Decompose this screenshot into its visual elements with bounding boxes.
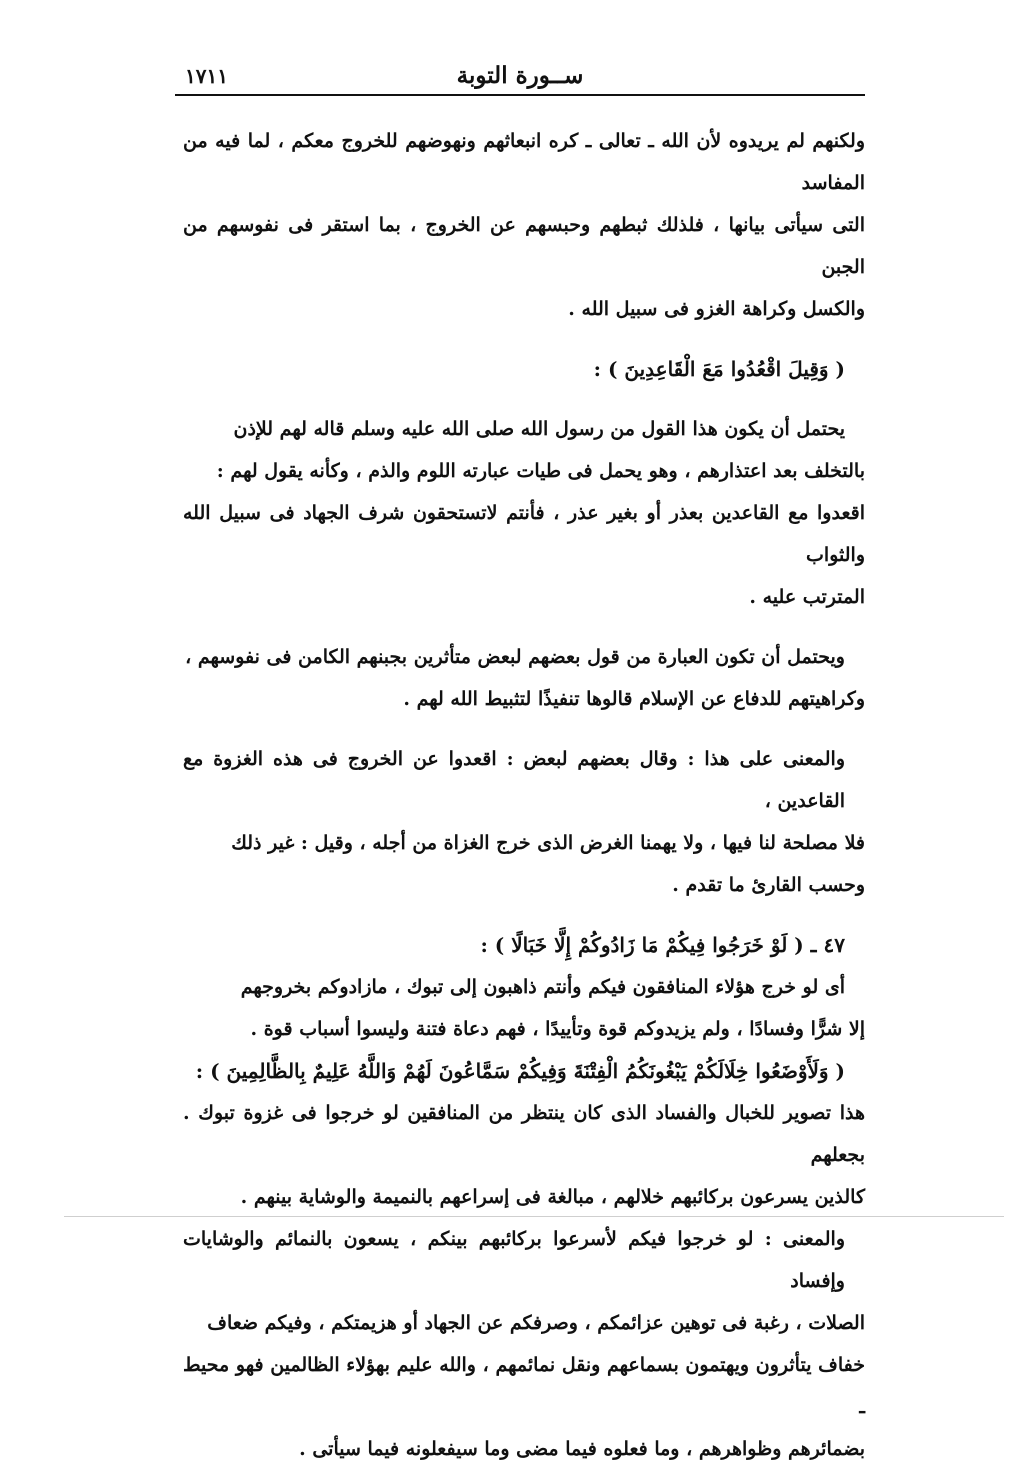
text-line: والكسل وكراهة الغزو فى سبيل الله . <box>568 298 865 320</box>
verse-line: ٤٧ ـ ( لَوْ خَرَجُوا فِيكُمْ مَا زَادُوكُمْ إِلَّا خَبَالًا ) : <box>480 933 845 957</box>
text-line: فلا مصلحة لنا فيها ، ولا يهمنا الغرض الذى خرج الغزاة من أجله ، وقيل : غير ذلك <box>231 832 865 854</box>
running-header <box>175 62 865 96</box>
text-line: المترتب عليه . <box>749 586 865 608</box>
text-line: التى سيأتى بيانها ، فلذلك ثبطهم وحبسهم عن الخروج ، بما استقر فى نفوسهم من الجبن <box>183 214 865 278</box>
book-page <box>175 62 865 1460</box>
text-line: بالتخلف بعد اعتذارهم ، وهو يحمل فى طيات عبارته اللوم والذم ، وكأنه يقول لهم : <box>216 460 865 482</box>
paragraph <box>183 1218 865 1470</box>
paragraph <box>183 120 865 330</box>
text-line: وحسب القارئ ما تقدم . <box>672 874 865 896</box>
page-body <box>183 120 865 1470</box>
page-number: ١٧١١ <box>185 64 228 88</box>
text-line: بضمائرهم وظواهرهم ، وما فعلوه فيما مضى وما سيفعلونه فيما سيأتى . <box>299 1438 865 1460</box>
surah-title: ســورة التوبة <box>456 62 584 89</box>
text-line: والمعنى : لو خرجوا فيكم لأسرعوا بركائبهم بينكم ، يسعون بالنمائم والوشايات وإفساد <box>183 1228 845 1292</box>
quran-verse <box>183 348 865 390</box>
paragraph <box>183 1050 865 1218</box>
paragraph <box>183 738 865 906</box>
text-line: الصلات ، رغبة فى توهين عزائمكم ، وصرفكم عن الجهاد أو هزيمتكم ، وفيكم ضعاف <box>207 1312 865 1334</box>
text-line: ويحتمل أن تكون العبارة من قول بعضهم لبعض متأثرين بجبنهم الكامن فى نفوسهم ، <box>185 646 845 668</box>
paragraph <box>183 636 865 720</box>
text-line: إلا شرًّا وفسادًا ، ولم يزيدوكم قوة وتأييدًا ، فهم دعاة فتنة وليسوا أسباب قوة . <box>250 1018 865 1040</box>
text-line: هذا تصوير للخبال والفساد الذى كان ينتظر من المنافقين لو خرجوا فى غزوة تبوك . بجعلهم <box>183 1102 865 1166</box>
text-line: أى لو خرج هؤلاء المنافقون فيكم وأنتم ذاهبون إلى تبوك ، مازادوكم بخروجهم <box>240 976 845 998</box>
paragraph <box>183 966 865 1050</box>
scan-bottom-edge <box>64 1216 1004 1217</box>
verse-line: ( وَقِيلَ اقْعُدُوا مَعَ الْقَاعِدِينَ ) : <box>593 357 845 381</box>
text-line: يحتمل أن يكون هذا القول من رسول الله صلى الله عليه وسلم قاله لهم للإذن <box>233 418 845 440</box>
verse-line: ( وَلَأَوْضَعُوا خِلَالَكُمْ يَبْغُونَكُمُ الْفِتْنَةَ وَفِيكُمْ سَمَّاعُونَ لَهُمْ وَاللَّهُ عَلِيمٌ بِالظَّالِمِينَ ) : <box>195 1059 845 1083</box>
text-line: كالذين يسرعون بركائبهم خلالهم ، مبالغة فى إسراعهم بالنميمة والوشاية بينهم . <box>240 1186 865 1208</box>
text-line: ولكنهم لم يريدوه لأن الله ـ تعالى ـ كره انبعاثهم ونهوضهم للخروج معكم ، لما فيه من المفاسد <box>183 130 865 194</box>
text-line: والمعنى على هذا : وقال بعضهم لبعض : اقعدوا عن الخروج فى هذه الغزوة مع القاعدين ، <box>183 748 845 812</box>
paragraph <box>183 408 865 618</box>
text-line: وكراهيتهم للدفاع عن الإسلام قالوها تنفيذًا لتثبيط الله لهم . <box>403 688 865 710</box>
text-line: اقعدوا مع القاعدين بعذر أو بغير عذر ، فأنتم لاتستحقون شرف الجهاد فى سبيل الله والثواب <box>183 502 865 566</box>
quran-verse <box>183 924 865 966</box>
text-line: خفاف يتأثرون ويهتمون بسماعهم ونقل نمائمهم ، والله عليم بهؤلاء الظالمين فهو محيط ـ <box>183 1354 865 1418</box>
